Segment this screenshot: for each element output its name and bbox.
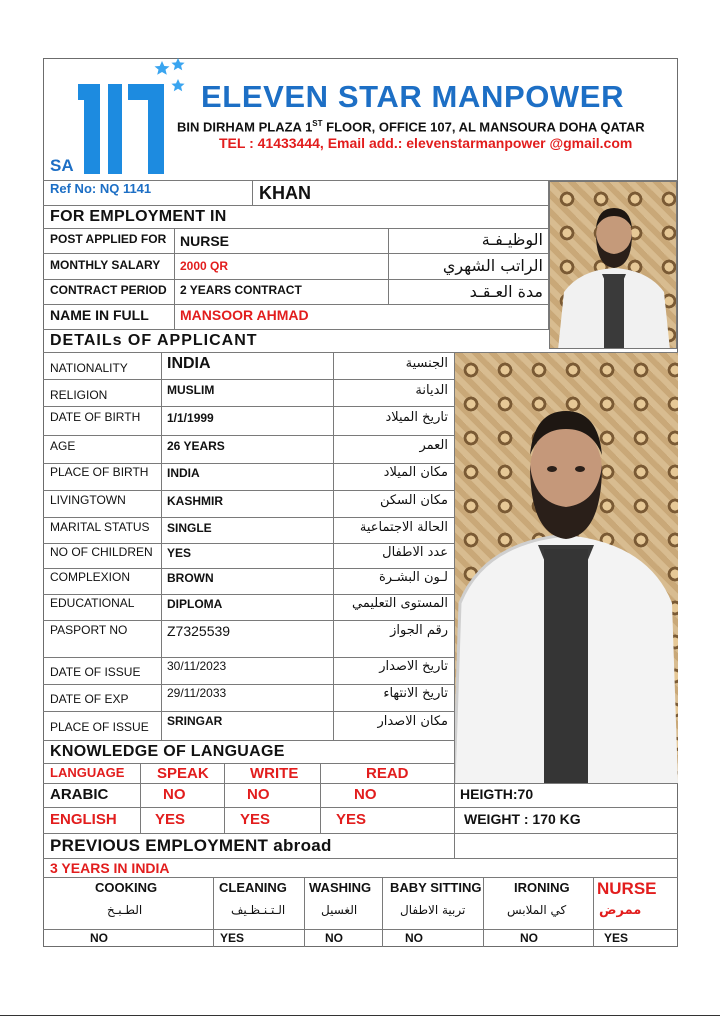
weight-value: WEIGHT : 170 KG: [464, 811, 581, 827]
age-value: 26 YEARS: [167, 439, 225, 453]
language-heading: KNOWLEDGE OF LANGUAGE: [50, 743, 285, 760]
place-of-birth-value: INDIA: [167, 466, 200, 480]
english-read: YES: [336, 811, 367, 828]
nationality-arabic: الجنسية: [405, 356, 448, 371]
place-of-birth-arabic: مكان الميلاد: [383, 465, 448, 480]
post-applied-value: NURSE: [180, 233, 230, 249]
details-table: [43, 352, 454, 740]
religion-arabic: الديانة: [415, 383, 448, 398]
date-of-exp-label: DATE OF EXP: [50, 692, 129, 706]
passport-label: PASPORT NO: [50, 623, 128, 637]
dob-arabic: تاريخ الميلاد: [385, 410, 448, 425]
passport-arabic: رقم الجواز: [390, 623, 448, 638]
page-bottom-rule: [0, 1015, 720, 1016]
contract-period-arabic: مدة العـقـد: [469, 282, 543, 301]
living-town-label: LIVINGTOWN: [50, 493, 126, 507]
date-of-exp-arabic: تاريخ الانتهاء: [383, 686, 448, 701]
age-label: AGE: [50, 439, 76, 453]
speak-col-header: SPEAK: [157, 765, 209, 782]
skill-ironing-value: NO: [520, 931, 538, 945]
skill-babysitting-arabic: تربية الاطفال: [400, 903, 466, 917]
children-label: NO OF CHILDREN: [50, 545, 153, 559]
religion-value: MUSLIM: [167, 383, 215, 397]
skill-cooking-arabic: الطـبـخ: [107, 903, 143, 917]
address-superscript: ST: [312, 119, 323, 128]
living-town-value: KASHMIR: [167, 494, 223, 508]
ref-number: Ref No: NQ 1141: [50, 181, 152, 196]
person-silhouette-large: [454, 353, 678, 783]
monthly-salary-arabic: الراتب الشهري: [442, 256, 543, 275]
marital-status-arabic: الحالة الاجتماعية: [359, 520, 448, 535]
skill-babysitting-name: BABY SITTING: [390, 880, 482, 895]
previous-employment-heading: PREVIOUS EMPLOYMENT abroad: [50, 836, 332, 855]
read-col-header: READ: [366, 765, 409, 782]
english-language: ENGLISH: [50, 811, 117, 828]
applicant-photo-small: [549, 181, 677, 349]
education-value: DIPLOMA: [167, 597, 223, 611]
date-of-issue-value: 30/11/2023: [167, 659, 227, 673]
full-name-label: NAME IN FULL: [50, 307, 149, 323]
education-label: EDUCATIONAL: [50, 596, 135, 610]
contract-period-label: CONTRACT PERIOD: [50, 283, 167, 297]
skill-washing-value: NO: [325, 931, 343, 945]
address-part-2: FLOOR, OFFICE 107, AL MANSOURA DOHA QATAR: [322, 119, 645, 135]
applicant-photo-large: [454, 353, 678, 783]
arabic-speak: NO: [163, 786, 186, 803]
age-arabic: العمر: [419, 438, 448, 453]
complexion-value: BROWN: [167, 571, 214, 585]
children-arabic: عدد الاطفال: [382, 545, 448, 560]
arabic-language: ARABIC: [50, 786, 109, 803]
nationality-label: NATIONALITY: [50, 361, 128, 375]
company-contact: TEL : 41433444, Email add.: elevenstarmanpower @gmail.com: [219, 135, 633, 151]
skill-cleaning-value: YES: [220, 931, 245, 945]
religion-label: RELIGION: [50, 388, 108, 402]
details-heading: DETAILs OF APPLICANT: [50, 332, 258, 349]
skill-washing-name: WASHING: [309, 880, 372, 895]
living-town-arabic: مكان السكن: [379, 493, 448, 508]
english-write: YES: [240, 811, 271, 828]
skills-table: [43, 877, 678, 947]
english-speak: YES: [155, 811, 186, 828]
skill-cooking-value: NO: [90, 931, 108, 945]
post-applied-arabic: الوظيـفـة: [481, 230, 543, 249]
skill-nurse-name: NURSE: [597, 879, 657, 898]
monthly-salary-label: MONTHLY SALARY: [50, 258, 161, 272]
place-of-birth-label: PLACE OF BIRTH: [50, 465, 149, 479]
applicant-surname: KHAN: [259, 183, 311, 203]
place-of-issue-arabic: مكان الاصدار: [377, 714, 448, 729]
arabic-write: NO: [247, 786, 270, 803]
skill-babysitting-value: NO: [405, 931, 423, 945]
company-address: [177, 119, 645, 134]
skill-nurse-value: YES: [604, 931, 629, 945]
language-col-header: LANGUAGE: [50, 765, 125, 780]
date-of-exp-value: 29/11/2033: [167, 686, 227, 700]
employment-table: [43, 228, 548, 304]
complexion-label: COMPLEXION: [50, 570, 131, 584]
full-name-value: MANSOOR AHMAD: [180, 307, 309, 323]
children-value: YES: [167, 546, 192, 560]
nationality-value: INDIA: [167, 355, 211, 372]
skill-cleaning-name: CLEANING: [219, 880, 287, 895]
language-table: [43, 763, 678, 833]
write-col-header: WRITE: [250, 765, 299, 782]
place-of-issue-value: SRINGAR: [167, 714, 223, 728]
marital-status-value: SINGLE: [167, 521, 212, 535]
skill-cleaning-arabic: الـتـنـظـيف: [231, 903, 286, 917]
height-value: HEIGTH:70: [460, 786, 534, 802]
dob-value: 1/1/1999: [167, 411, 214, 425]
dob-label: DATE OF BIRTH: [50, 410, 141, 424]
post-applied-label: POST APPLIED FOR: [50, 232, 167, 246]
contract-period-value: 2 YEARS CONTRACT: [180, 283, 302, 297]
skill-nurse-arabic: ممرض: [599, 903, 642, 918]
skill-ironing-name: IRONING: [514, 880, 570, 895]
complexion-arabic: لـون البشـرة: [378, 570, 448, 585]
education-arabic: المستوى التعليمي: [352, 596, 448, 611]
arabic-read: NO: [354, 786, 377, 803]
date-of-issue-arabic: تاريخ الاصدار: [379, 659, 448, 674]
person-silhouette-small: [550, 182, 677, 349]
employment-heading: FOR EMPLOYMENT IN: [50, 208, 227, 225]
previous-experience: 3 YEARS IN INDIA: [50, 860, 170, 876]
skill-washing-arabic: الغسيل: [321, 903, 358, 917]
date-of-issue-label: DATE OF ISSUE: [50, 665, 141, 679]
monthly-salary-value: 2000 QR: [180, 259, 229, 273]
marital-status-label: MARITAL STATUS: [50, 520, 150, 534]
logo-prefix: SA: [50, 156, 74, 175]
skill-ironing-arabic: كي الملابس: [507, 903, 567, 917]
skill-cooking-name: COOKING: [95, 880, 158, 895]
place-of-issue-label: PLACE OF ISSUE: [50, 720, 149, 734]
passport-value: Z7325539: [167, 623, 231, 639]
company-name: ELEVEN STAR MANPOWER: [201, 79, 625, 114]
address-part-1: BIN DIRHAM PLAZA 1: [177, 119, 313, 135]
